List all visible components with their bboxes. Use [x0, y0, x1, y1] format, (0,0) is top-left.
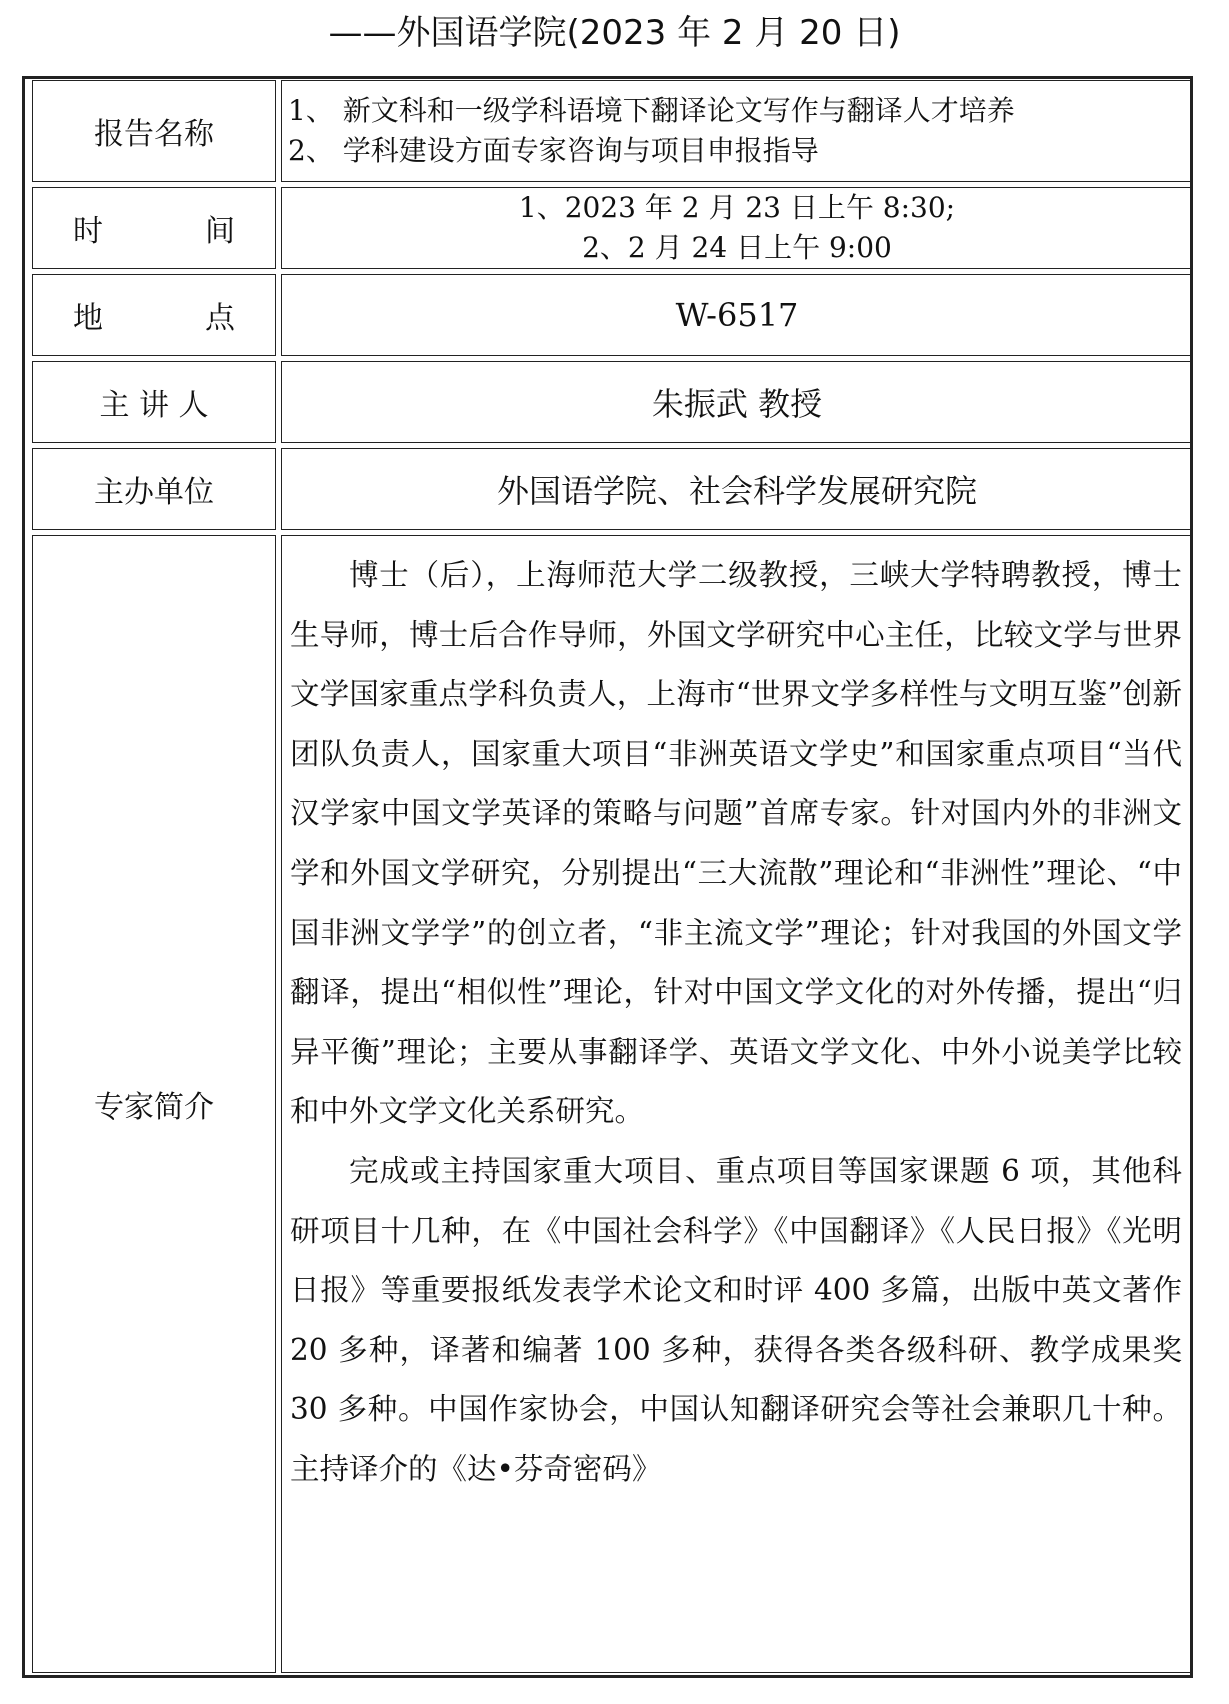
time-line-2: 2、2 月 24 日上午 9:00 — [582, 231, 892, 264]
bio-paragraph-2: 完成或主持国家重大项目、重点项目等国家课题 6 项，其他科研项目十几种，在《中国社会科学》《中国翻译》《人民日报》《光明日报》等重要报纸发表学术论文和时评 400 多篇，出版中英文著作 20 多种，译著和编著 100 多种，获得各类各级科研、教学成果奖 30 多种。中国作家协会，中国认知翻译研究会等社会兼职几十种。主持译介的《达•芬奇密码》 — [290, 1153, 1182, 1486]
label-location — [32, 274, 276, 356]
label-bio: 专家简介 — [32, 535, 276, 1673]
bio-paragraph-1: 博士（后），上海师范大学二级教授，三峡大学特聘教授，博士生导师，博士后合作导师，外国文学研究中心主任，比较文学与世界文学国家重点学科负责人，上海市“世界文学多样性与文明互鉴”创新团队负责人，国家重大项目“非洲英语文学史”和国家重点项目“当代汉学家中国文学英译的策略与问题”首席专家。针对国内外的非洲文学和外国文学研究，分别提出“三大流散”理论和“非洲性”理论、“中国非洲文学学”的创立者，“非主流文学”理论；针对我国的外国文学翻译，提出“相似性”理论，针对中国文学文化的对外传播，提出“归异平衡”理论；主要从事翻译学、英语文学文化、中外小说美学比较和中外文学文化关系研究。 — [290, 558, 1182, 1129]
bio-value — [281, 535, 1193, 1673]
host-value: 外国语学院、社会科学发展研究院 — [281, 448, 1193, 530]
label-location-char-1: 地 — [73, 301, 103, 336]
report-item-2: 2、 学科建设方面专家咨询与项目申报指导 — [288, 134, 819, 167]
report-item-1: 1、 新文科和一级学科语境下翻译论文写作与翻译人才培养 — [288, 94, 1015, 127]
label-time-char-1: 时 — [73, 214, 103, 249]
location-value: W-6517 — [281, 274, 1193, 356]
label-host: 主办单位 — [32, 448, 276, 530]
document-title: ——外国语学院(2023 年 2 月 20 日) — [328, 13, 901, 53]
label-time — [32, 187, 276, 269]
report-name-value — [281, 80, 1193, 182]
speaker-value: 朱振武 教授 — [281, 361, 1193, 443]
label-time-char-2: 间 — [205, 214, 235, 249]
label-location-char-2: 点 — [205, 301, 235, 336]
time-value — [281, 187, 1193, 269]
time-line-1: 1、2023 年 2 月 23 日上午 8:30; — [518, 191, 956, 224]
label-report-name: 报告名称 — [32, 80, 276, 182]
label-speaker: 主 讲 人 — [32, 361, 276, 443]
